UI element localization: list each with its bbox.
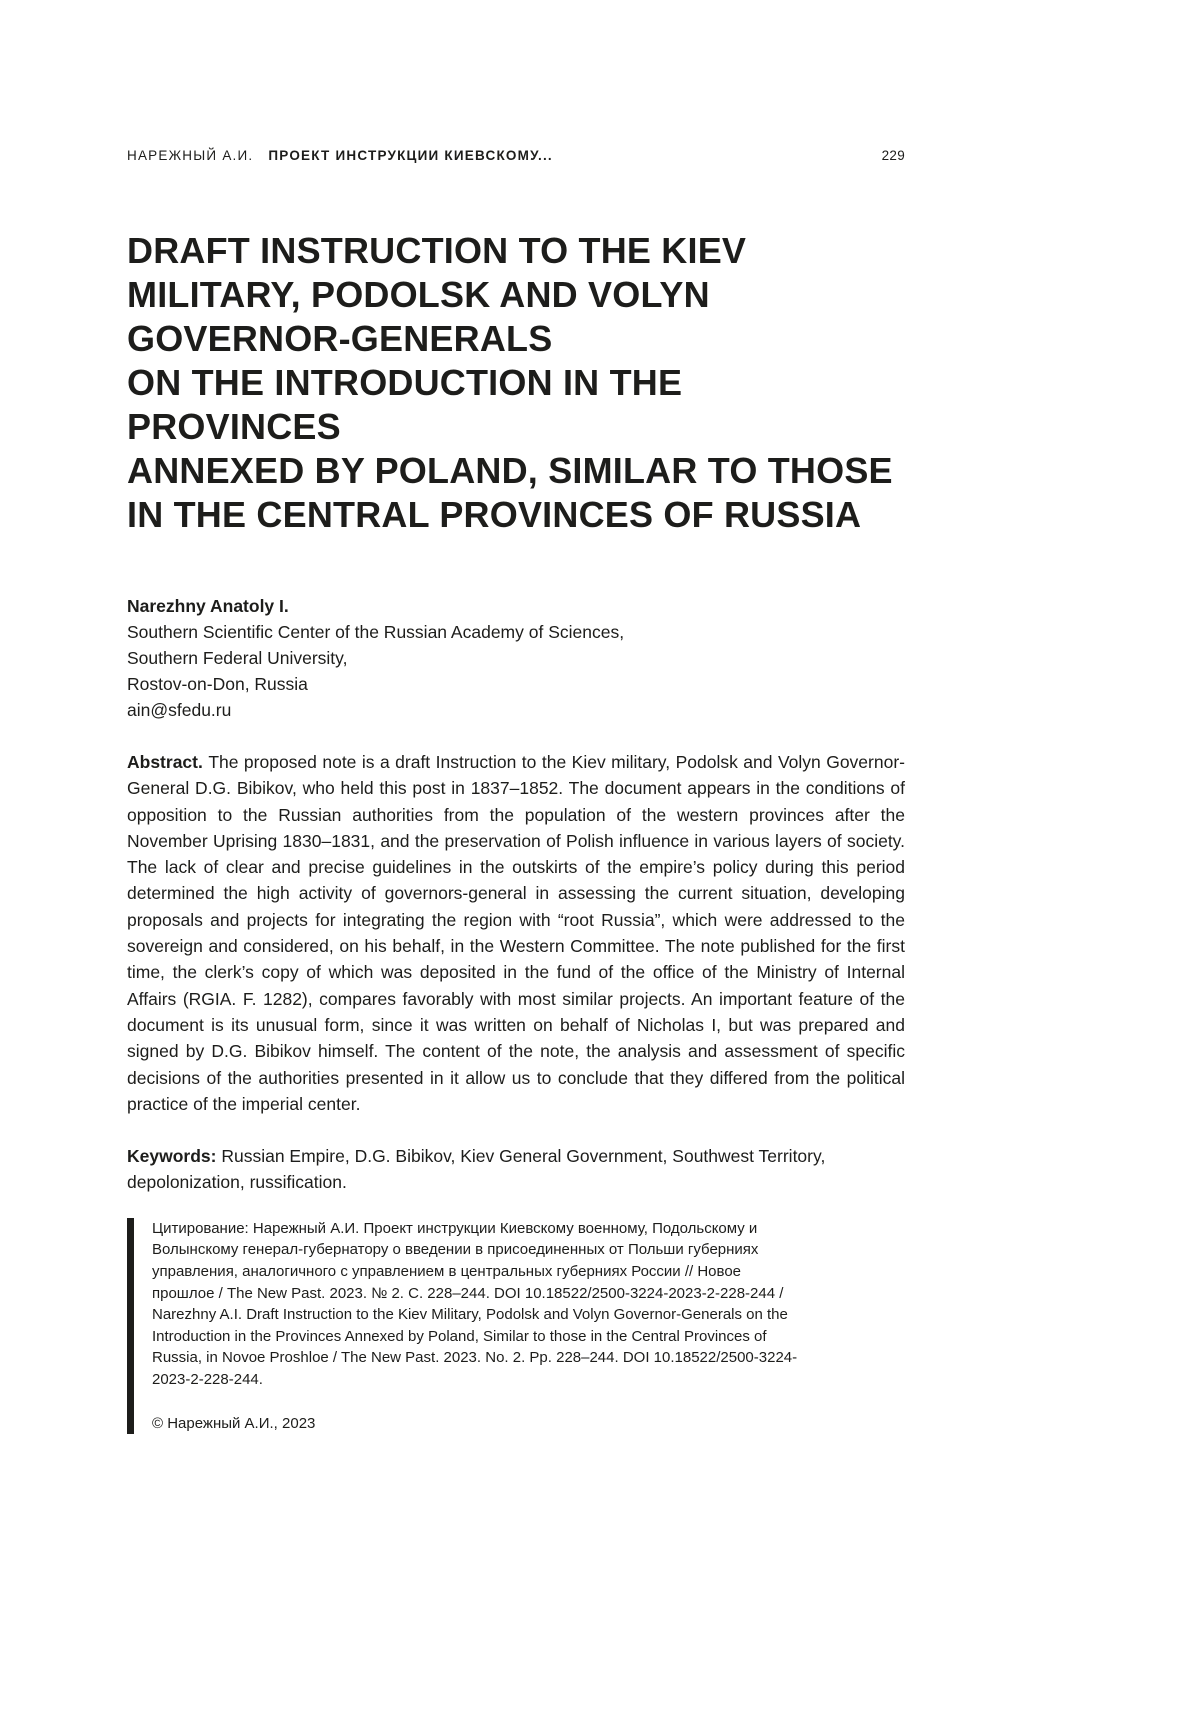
title-line-5: ANNEXED BY POLAND, SIMILAR TO THOSE (127, 450, 893, 491)
running-head-title: ПРОЕКТ ИНСТРУКЦИИ КИЕВСКОМУ... (268, 148, 553, 163)
author-affiliation-3: Rostov-on-Don, Russia (127, 674, 308, 694)
keywords-label: Keywords: (127, 1146, 222, 1167)
article-title (127, 229, 905, 537)
title-line-3: GOVERNOR-GENERALS (127, 318, 553, 359)
citation-block (127, 1218, 805, 1434)
running-head-left (127, 148, 553, 163)
author-block (127, 593, 905, 723)
keywords-paragraph (127, 1143, 905, 1196)
title-line-4: ON THE INTRODUCTION IN THE PROVINCES (127, 362, 683, 447)
running-head (127, 148, 905, 163)
author-email: ain@sfedu.ru (127, 700, 232, 720)
author-name: Narezhny Anatoly I. (127, 596, 289, 616)
author-affiliation-1: Southern Scientific Center of the Russian Academy of Sciences, (127, 622, 625, 642)
title-line-1: DRAFT INSTRUCTION TO THE KIEV (127, 230, 747, 271)
title-line-6: IN THE CENTRAL PROVINCES OF RUSSIA (127, 494, 862, 535)
citation-text: Цитирование: Нарежный А.И. Проект инструкции Киевскому военному, Подольскому и Волынскому генерал-губернатору о введении в присоединенных от Польши губерниях управления, аналогичного с управлением в центральных губерниях России // Новое прошлое / The New Past. 2023. № 2. С. 228–244. DOI 10.18522/2500-3224-2023-2-228-244 / Narezhny A.I. Draft Instruction to the Kiev Military, Podolsk and Volyn Governor-Generals on the Introduction in the Provinces Annexed by Poland, Similar to those in the Central Provinces of Russia, in Novoe Proshloe / The New Past. 2023. No. 2. Pp. 228–244. DOI 10.18522/2500-3224-2023-2-228-244. (152, 1219, 798, 1388)
page-number: 229 (881, 148, 905, 163)
abstract-label: Abstract. (127, 752, 209, 772)
abstract-paragraph (127, 749, 905, 1117)
title-line-2: MILITARY, PODOLSK AND VOLYN (127, 274, 710, 315)
copyright-line: © Нарежный А.И., 2023 (152, 1414, 316, 1432)
running-head-author: НАРЕЖНЫЙ А.И. (127, 148, 254, 163)
abstract-text: The proposed note is a draft Instruction to the Kiev military, Podolsk and Volyn Governor-General D.G. Bibikov, who held this post in 1837–1852. The document appears in the conditions of opposition to the Russian authorities from the population of the western provinces after the November Uprising 1830–1831, and the preservation of Polish influence in various layers of society. The lack of clear and precise guidelines in the outskirts of the empire’s policy during this period determined the high activity of governors-general in assessing the current situation, developing proposals and projects for integrating the region with “root Russia”, which were addressed to the sovereign and considered, on his behalf, in the Western Committee. The note published for the first time, the clerk’s copy of which was deposited in the fund of the office of the Ministry of Internal Affairs (RGIA. F. 1282), compares favorably with most similar projects. An important feature of the document is its unusual form, since it was written on behalf of Nicholas I, but was prepared and signed by D.G. Bibikov himself. The content of the note, the analysis and assessment of specific decisions of the authorities presented in it allow us to conclude that they differed from the political practice of the imperial center. (127, 752, 905, 1114)
keywords-text: Russian Empire, D.G. Bibikov, Kiev General Government, Southwest Territory, depolonization, russification. (127, 1146, 826, 1193)
author-affiliation-2: Southern Federal University, (127, 648, 348, 668)
